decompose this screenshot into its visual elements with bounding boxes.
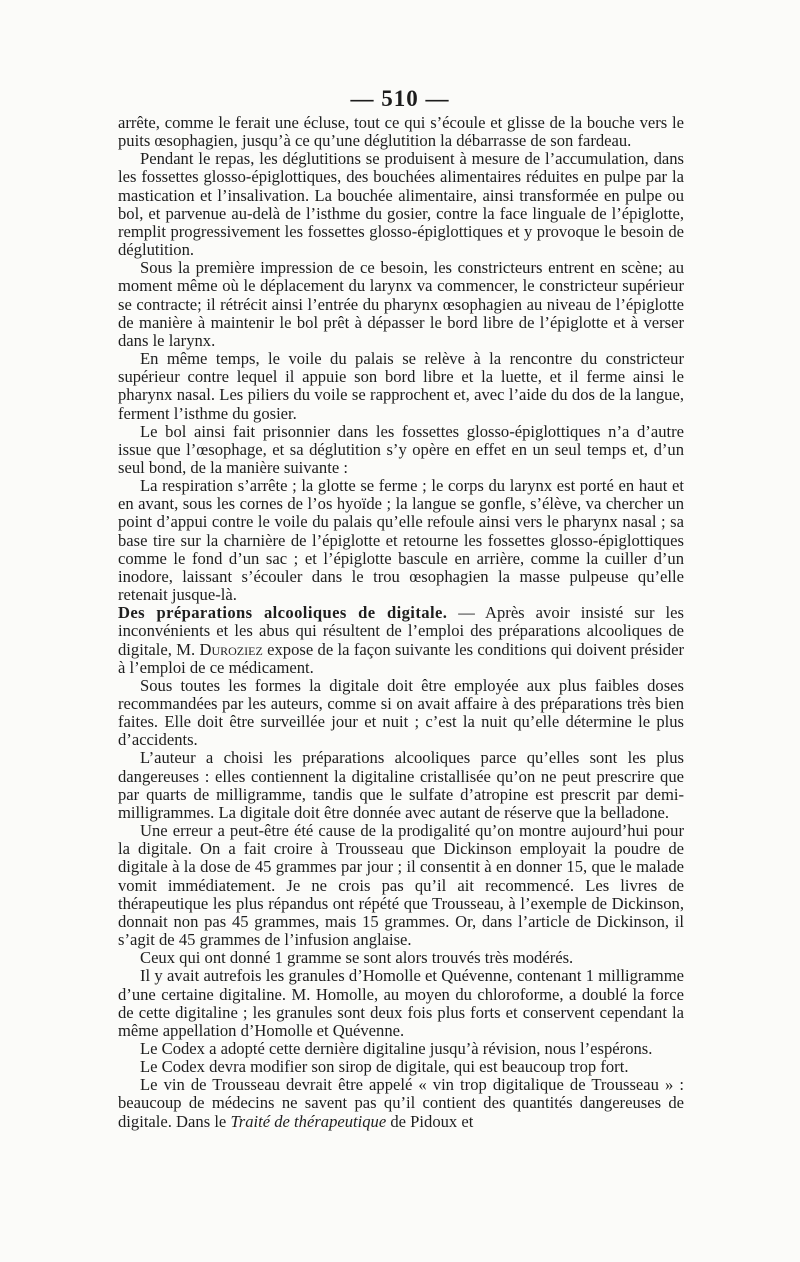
- paragraph: Ceux qui ont donné 1 gramme se sont alors trouvés très modérés.: [140, 948, 574, 968]
- section-paragraph: [118, 604, 684, 677]
- paragraph-last: [118, 1076, 684, 1130]
- paragraph: En même temps, le voile du palais se relève à la rencontre du constricteur supérieur contre lequel il appuie son bord libre et la luette, et il ferme ainsi le pharynx nasal. Les piliers du voile se rapprochent et, avec l’aide du dos de la langue, ferment l’isthme du gosier.: [118, 349, 684, 423]
- paragraph: Le Codex a adopté cette dernière digitaline jusqu’à révision, nous l’espérons.: [140, 1038, 653, 1058]
- page-number: — 510 —: [350, 86, 450, 111]
- paragraph: Sous la première impression de ce besoin, les constricteurs entrent en scène; au moment même où le déplacement du larynx va commencer, le constricteur supérieur se contracte; il rétrécit ainsi l’entrée du pharynx œsophagien au niveau de l’épiglotte de manière à maintenir le bol prêt à dépasser le bord libre de l’épiglotte et à verser dans le larynx.: [118, 258, 684, 350]
- paragraph-text-b: de Pidoux et: [386, 1111, 474, 1131]
- body-text: [118, 114, 684, 1131]
- paragraph: La respiration s’arrête ; la glotte se ferme ; le corps du larynx est porté en haut et en avant, sous les cornes de l’os hyoïde ; la langue se gonfle, s’élève, va chercher un point d’appui contre le voile du palais qu’elle refoule ainsi vers le pharynx nasal ; sa base tire sur la charnière de l’épiglotte et retourne les fossettes glosso-épiglottiques comme le fond d’un sac ; et l’épiglotte bascule en arrière, comme la cuiller d’un inodore, laissant s’écouler dans le trou œsophagien la masse pulpeuse qu’elle retenait jusque-là.: [118, 476, 684, 605]
- paragraph: L’auteur a choisi les préparations alcooliques parce qu’elles sont les plus dangereuses : elles contiennent la digitaline cristallisée qu’on ne peut prescrire que par quarts de milligramme, tandis que le sulfate d’atropine est prescrit par demi-milligrammes. La digitale doit être donnée avec autant de réserve que la belladone.: [118, 748, 684, 822]
- paragraph: Sous toutes les formes la digitale doit être employée aux plus faibles doses recommandées par les auteurs, comme si on avait affaire à des préparations très bien faites. Elle doit être surveillée jour et nuit ; c’est la nuit qu’elle détermine le plus d’accidents.: [118, 675, 684, 750]
- section-heading: Des préparations alcooliques de digitale.: [118, 603, 448, 623]
- paragraph: Pendant le repas, les déglutitions se produisent à mesure de l’accumulation, dans les fossettes glosso-épiglottiques, des bouchées alimentaires réduites en pulpe par la mastication et l’insalivation. La bouchée alimentaire, ainsi transformée en pulpe ou bol, et parvenue au-delà de l’isthme du gosier, contre la face linguale de l’épiglotte, remplit progressivement les fossettes glosso-épiglottiques et y provoque le besoin de déglutition.: [118, 149, 684, 260]
- author-name: Duroziez: [199, 639, 263, 659]
- paragraph-text-a: Le vin de Trousseau devrait être appelé « vin trop digitalique de Trousseau » : beaucoup de médecins ne savent pas qu’il contient des quantités dangereuses de digitale. Dans le: [118, 1075, 684, 1131]
- paragraph: Une erreur a peut-être été cause de la prodigalité qu’on montre aujourd’hui pour la digitale. On a fait croire à Trousseau que Dickinson employait la poudre de digitale à la dose de 45 grammes par jour ; il consentit à en donner 15, que le malade vomit immédiatement. Je ne crois pas qu’il ait recommencé. Les livres de thérapeutique les plus répandus ont répété que Trousseau, à l’exemple de Dickinson, donnait non pas 45 grammes, mais 15 grammes. Or, dans l’article de Dickinson, il s’agit de 45 grammes de l’infusion anglaise.: [118, 821, 684, 950]
- section-text-a: — Après avoir insisté sur les inconvénients et les abus qui résultent de l’emploi des préparations alcooliques de digitale, M.: [118, 603, 684, 659]
- section-text-b: expose de la façon suivante les conditions qui doivent présider à l’emploi de ce médicament.: [118, 639, 684, 677]
- paragraph: Il y avait autrefois les granules d’Homolle et Quévenne, contenant 1 milligramme d’une certaine digitaline. M. Homolle, au moyen du chloroforme, a doublé la force de cette digitaline ; les granules sont deux fois plus forts et conservent cependant la même appellation d’Homolle et Quévenne.: [118, 966, 684, 1040]
- paragraph-continuation: arrête, comme le ferait une écluse, tout ce qui s’écoule et glisse de la bouche vers le puits œsophagien, jusqu’à ce qu’une déglutition la débarrasse de son fardeau.: [118, 113, 684, 151]
- paragraph: Le Codex devra modifier son sirop de digitale, qui est beaucoup trop fort.: [140, 1057, 629, 1077]
- paragraph: Le bol ainsi fait prisonnier dans les fossettes glosso-épiglottiques n’a d’autre issue que l’œsophage, et sa déglutition s’y opère en effet en un seul temps et, d’un seul bond, de la manière suivante :: [118, 421, 684, 477]
- book-title: Traité de thérapeutique: [230, 1111, 387, 1131]
